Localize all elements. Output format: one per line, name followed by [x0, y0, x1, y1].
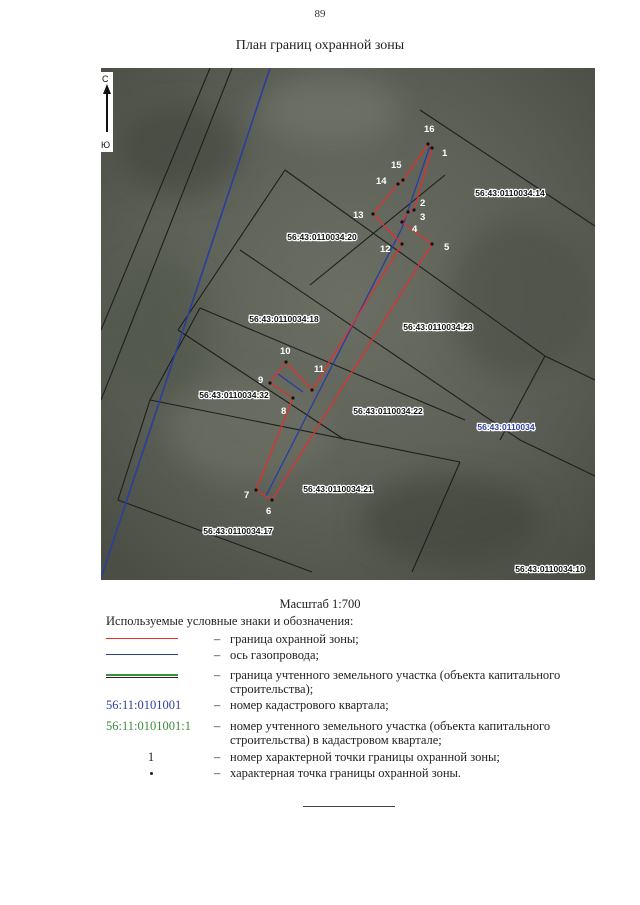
parcel-border-symbol	[106, 674, 178, 678]
zone-point-label-14: 14	[376, 176, 387, 187]
zone-point-13	[371, 212, 374, 215]
zone-point-label-15: 15	[391, 160, 402, 171]
end-rule	[303, 806, 395, 807]
parcel-number-label: 56:43:0110034:20	[287, 232, 357, 242]
zone-point-12	[400, 242, 403, 245]
parcel-code-sample: 56:11:0101001:1	[106, 719, 191, 733]
legend-heading: Используемые условные знаки и обозначения:	[106, 614, 354, 628]
south-label: Ю	[101, 140, 111, 150]
zone-point-label-16: 16	[424, 124, 435, 135]
page-title: План границ охранной зоны	[235, 38, 405, 53]
quarter-code-sample: 56:11:0101001	[106, 698, 182, 712]
zone-point-label-11: 11	[314, 364, 325, 375]
zone-point-label-5: 5	[444, 242, 450, 253]
zone-point-11	[310, 388, 313, 391]
zone-border-symbol	[106, 638, 178, 639]
map-scale: Масштаб 1:700	[279, 597, 361, 611]
zone-point-label-9: 9	[258, 375, 264, 386]
zone-point-label-12: 12	[380, 244, 391, 255]
zone-point-7	[254, 488, 257, 491]
zone-point-label-1: 1	[442, 148, 448, 159]
parcel-number-label: 56:43:0110034:18	[249, 314, 319, 324]
parcel-number-label: 56:43:0110034:22	[353, 406, 423, 416]
zone-point-6	[270, 498, 273, 501]
north-arrow	[101, 72, 113, 152]
zone-point-10	[284, 360, 287, 363]
zone-point-9	[268, 381, 271, 384]
point-number-sample: 1	[147, 750, 155, 764]
zone-point-label-4: 4	[412, 224, 418, 235]
boundary-map	[101, 68, 595, 580]
parcel-number-label: 56:43:0110034:10	[515, 564, 585, 574]
parcel-number-label: 56:43:0110034:23	[403, 322, 473, 332]
zone-point-15	[401, 178, 404, 181]
point-symbol	[150, 772, 153, 775]
zone-point-3	[406, 210, 409, 213]
zone-point-4	[400, 220, 403, 223]
zone-point-14	[396, 182, 399, 185]
gas-axis-symbol	[106, 654, 178, 655]
north-label: С	[102, 74, 109, 84]
zone-point-label-13: 13	[353, 210, 364, 221]
zone-point-label-2: 2	[420, 198, 426, 209]
parcel-number-label: 56:43:0110034:17	[203, 526, 273, 536]
zone-point-2	[412, 208, 415, 211]
parcel-number-label: 56:43:0110034:32	[199, 390, 269, 400]
parcel-number-label: 56:43:0110034:14	[475, 188, 545, 198]
page-number: 89	[314, 8, 326, 20]
zone-point-16	[426, 142, 429, 145]
parcel-number-label: 56:43:0110034:21	[303, 484, 373, 494]
zone-point-8	[291, 396, 294, 399]
zone-point-label-6: 6	[266, 506, 272, 517]
zone-point-label-8: 8	[281, 406, 287, 417]
zone-point-label-3: 3	[420, 212, 426, 223]
quarter-number-label: 56:43:0110034	[477, 422, 535, 432]
zone-point-label-10: 10	[280, 346, 291, 357]
zone-point-label-7: 7	[244, 490, 250, 501]
zone-point-1	[430, 146, 433, 149]
zone-point-5	[430, 242, 433, 245]
